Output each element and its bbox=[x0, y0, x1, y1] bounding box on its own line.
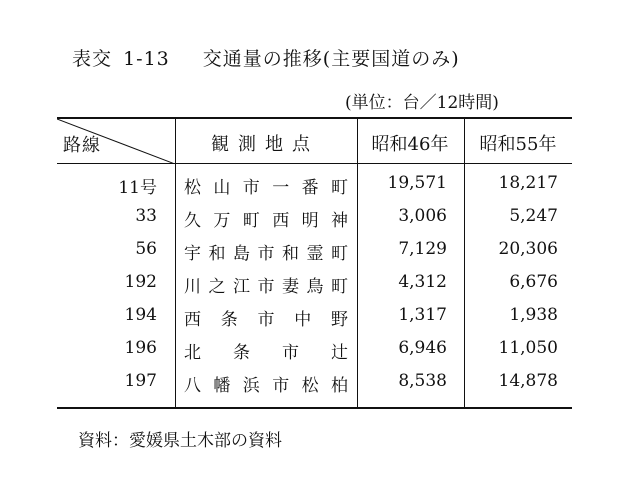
observation-point-cell: 北条市辻 bbox=[184, 343, 348, 363]
showa-46-value: 19,571 bbox=[387, 173, 447, 193]
header-showa-55: 昭和55年 bbox=[479, 134, 557, 155]
showa-55-value: 1,938 bbox=[509, 305, 558, 325]
table-row bbox=[57, 235, 572, 268]
showa-46-value: 4,312 bbox=[398, 272, 447, 292]
observation-point-cell: 八幡浜市松柏 bbox=[184, 376, 348, 396]
table-row bbox=[57, 367, 572, 400]
table-number: 1-13 bbox=[123, 48, 170, 70]
table-body bbox=[57, 169, 572, 400]
showa-55-value: 18,217 bbox=[498, 173, 558, 193]
route-cell: 192 bbox=[124, 272, 157, 292]
table-row bbox=[57, 202, 572, 235]
showa-46-value: 1,317 bbox=[398, 305, 447, 325]
route-cell: 194 bbox=[124, 305, 157, 325]
header-showa-46: 昭和46年 bbox=[371, 134, 449, 155]
observation-point-cell: 松山市一番町 bbox=[184, 178, 348, 198]
observation-point-cell: 久万町西明神 bbox=[184, 211, 348, 231]
showa-46-value: 8,538 bbox=[398, 371, 447, 391]
table-row bbox=[57, 301, 572, 334]
showa-55-value: 6,676 bbox=[509, 272, 558, 292]
showa-46-value: 3,006 bbox=[398, 206, 447, 226]
observation-point-cell: 川之江市妻鳥町 bbox=[184, 277, 348, 297]
showa-46-value: 7,129 bbox=[398, 239, 447, 259]
table-header bbox=[57, 119, 572, 164]
observation-point-cell: 西条市中野 bbox=[184, 310, 348, 330]
table-title bbox=[72, 44, 460, 71]
unit-note: (単位：台／12時間) bbox=[345, 93, 499, 113]
table-title-text: 交通量の推移(主要国道のみ) bbox=[202, 48, 460, 70]
route-cell: 196 bbox=[124, 338, 157, 358]
header-observation-point: 観測地点 bbox=[211, 134, 319, 155]
route-cell: 197 bbox=[124, 371, 157, 391]
table-row bbox=[57, 169, 572, 202]
route-cell: 56 bbox=[135, 239, 157, 259]
source-note: 資料：愛媛県土木部の資料 bbox=[78, 431, 282, 451]
table-label: 表交 bbox=[72, 48, 113, 70]
route-cell: 11号 bbox=[118, 178, 157, 198]
header-route: 路線 bbox=[63, 135, 101, 156]
table-row bbox=[57, 268, 572, 301]
table-row bbox=[57, 334, 572, 367]
traffic-volume-table bbox=[57, 117, 572, 409]
showa-55-value: 20,306 bbox=[498, 239, 558, 259]
showa-55-value: 11,050 bbox=[498, 338, 558, 358]
route-cell: 33 bbox=[135, 206, 157, 226]
observation-point-cell: 宇和島市和霊町 bbox=[184, 244, 348, 264]
showa-55-value: 5,247 bbox=[509, 206, 558, 226]
showa-55-value: 14,878 bbox=[498, 371, 558, 391]
showa-46-value: 6,946 bbox=[398, 338, 447, 358]
